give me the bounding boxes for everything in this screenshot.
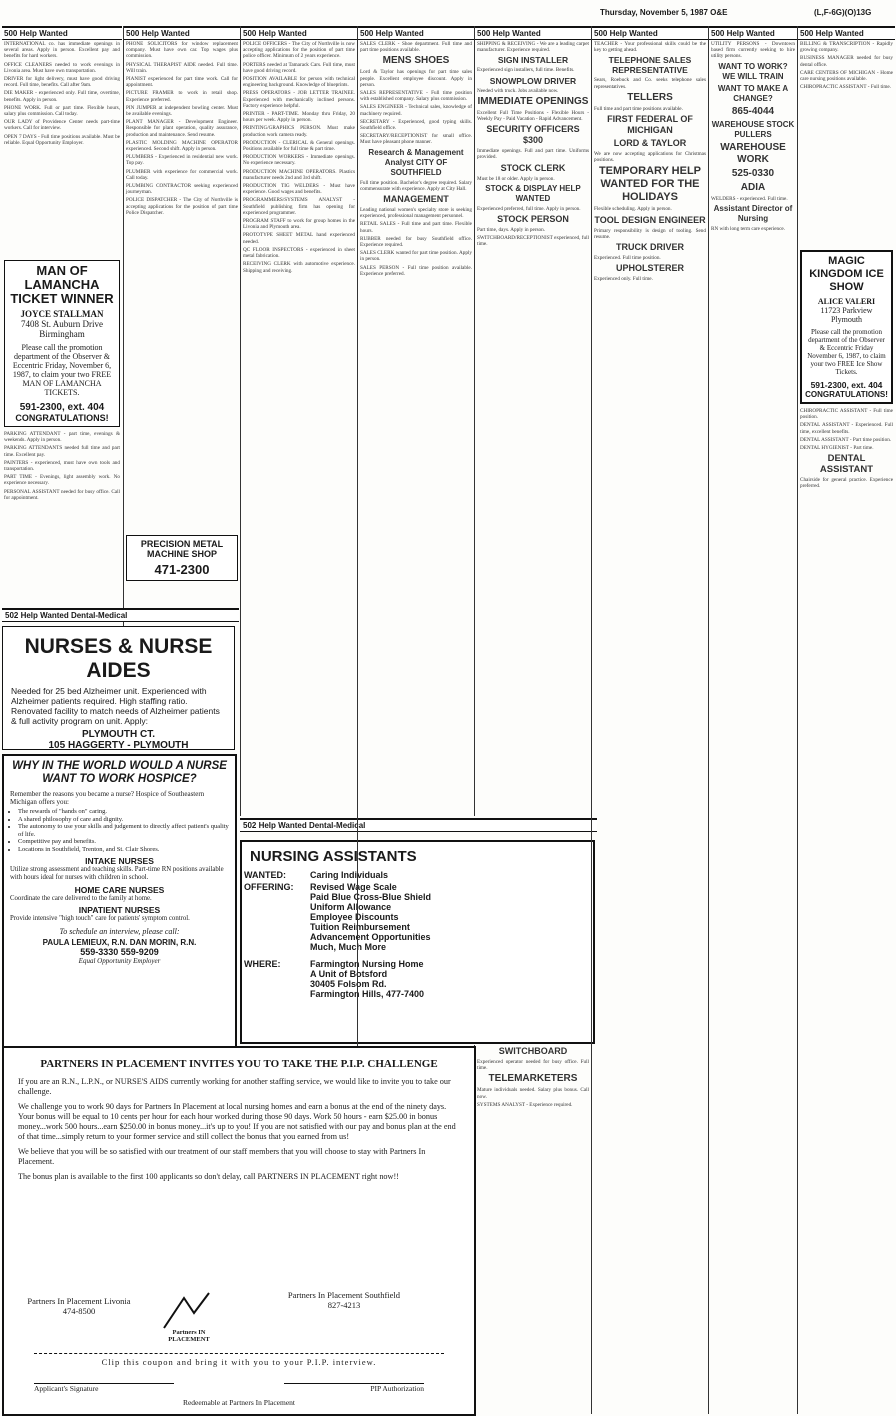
- na-where-item: Farmington Hills, 477-7400: [310, 989, 425, 999]
- column-8: [797, 26, 895, 1414]
- want-work-head: WANT TO WORK? WE WILL TRAIN: [718, 61, 788, 81]
- magic-address: 11723 Parkview Plymouth: [820, 306, 873, 324]
- column-1: [2, 26, 122, 631]
- section-head: 500 Help Wanted: [2, 26, 122, 40]
- pip-coupon-ad: [2, 1046, 476, 1416]
- nurses-address: 105 HAGGERTY - PLYMOUTH: [48, 740, 189, 750]
- dental-assistant-head: DENTAL ASSISTANT: [819, 453, 874, 476]
- lamancha-congrats: CONGRATULATIONS!: [15, 413, 109, 423]
- na-where-item: Farmington Nursing Home: [310, 959, 424, 969]
- stock-person-head: STOCK PERSON: [497, 214, 569, 225]
- hospice-bullet: • A shared philosophy of care and dignity.: [18, 816, 229, 824]
- want-change-head: WANT TO MAKE A CHANGE?: [717, 83, 789, 103]
- magic-congrats: CONGRATULATIONS!: [805, 390, 888, 399]
- page-code: (L,F-6G)(O)13G: [814, 8, 872, 17]
- dental-medical-head: 502 Help Wanted Dental-Medical: [240, 818, 597, 832]
- precision-title: PRECISION METAL MACHINE SHOP: [140, 539, 224, 559]
- classified-text: SHIPPING & RECEIVING - We are a leading carpet manufacturer. Experience required. SIGN INSTALLER Experienced sign installers, full time. Benefits. SNOWPLOW DRIVER Needed with truck. Jobs available now. IMMEDIATE OPENINGS Excellent Full Time Positions - Flexible Hours - Weekly Pay - Paid Vacation - Rapid Advancement. SECURITY OFFICERS $300 Immediate openings. Full and part time. Uniforms provided. STOCK CLERK Must be 18 or older. Apply in person. STOCK & DISPLAY HELP WANTED Experienced preferred, full time. Apply in person. STOCK PERSON Part time, days. Apply in person. SWITCHBOARD/RECEPTIONIST experienced, full time.: [477, 41, 589, 248]
- truck-driver-head: TRUCK DRIVER: [615, 242, 684, 253]
- hospice-cta: To schedule an interview, please call:: [59, 927, 180, 937]
- hospice-contacts: PAULA LEMIEUX, R.N. DAN MORIN, R.N.: [42, 938, 197, 948]
- phone-865: 865-4044: [731, 105, 775, 117]
- section-head: 500 Help Wanted: [709, 26, 797, 40]
- upholsterer-head: UPHOLSTERER: [615, 263, 684, 274]
- section-head: 500 Help Wanted: [592, 26, 708, 40]
- hospice-inpatient-head: INPATIENT NURSES: [78, 905, 161, 916]
- classified-text: SALES CLERK - Shoe department. Full time and part time positions available. MENS SHOES Lord & Taylor has openings for part time sales people. Excellent employee discount. Apply in person. SALES REPRESENTATIVE - Full time position with established company. Salary plus commission. SALES ENGINEER - Technical sales, knowledge of machinery required. SECRETARY - Experienced, good typing skills. Southfield office. SECRETARY/RECEPTIONIST for small office. Must have pleasant phone manner. Research & Management Analyst CITY OF SOUTHFIELD Full time position. Bachelor's degree required. Salary commensurate with experience. Apply at City Hall. MANAGEMENT Leading national women's specialty store is seeking experienced, professional management personnel. RETAIL SALES - Full time and part time. Flexible hours. RUBBER needed for busy Southfield office. Experience required. SALES CLERK wanted for part time position. Apply in person. SALES PERSON - Full time position available. Experience preferred.: [360, 41, 472, 277]
- pip-redeem: Redeemable at Partners In Placement: [182, 1398, 296, 1407]
- classified-text: SWITCHBOARD Experienced operator needed for busy office. Full time. TELEMARKETERS Mature individuals needed. Salary plus bonus. Call now. SYSTEMS ANALYST - Experience required.: [477, 1046, 589, 1108]
- stock-pullers-head: WAREHOUSE STOCK PULLERS: [711, 119, 795, 139]
- magic-kingdom-ad: [800, 250, 893, 404]
- column-7: [708, 26, 797, 1414]
- hospice-phones: 559-3330 559-9209: [80, 947, 159, 958]
- hospice-bullet: • The autonomy to use your skills and judgement to directly affect patient's quality of life.: [18, 823, 229, 838]
- pip-authorization[interactable]: PIP Authorization: [284, 1383, 424, 1393]
- na-offering-label: OFFERING:: [244, 882, 294, 892]
- page-date: Thursday, November 5, 1987 O&E: [600, 8, 728, 17]
- magic-title: MAGIC KINGDOM ICE SHOW: [809, 255, 884, 293]
- hospice-intro: Remember the reasons you became a nurse? Hospice of Southeastern Michigan offers you:: [10, 790, 205, 806]
- magic-winner: ALICE VALERI: [817, 297, 876, 306]
- classified-text: POLICE OFFICERS - The City of Northville is now accepting applications for the position of part time police officer. Minimum of 2 years experience. PORTERS needed at Tamarack Cars. Full time, must have good driving record. POSITION AVAILABLE for person with technical engineering background. Knowledge of blueprints. PRESS OPERATORS - JOB LETTER TRAINEE. Experienced with mechanically inclined persons. Factory experience helpful. PRINTER - PART-TIME. Monday thru Friday, 20 hours per week. Apply in person. PRINTING/GRAPHICS PERSON. Must make production work camera ready. PRODUCTION - CLERICAL & General openings. Positions available for full time & part time. PRODUCTION WORKERS - Immediate openings. No experience necessary. PRODUCTION MACHINE OPERATORS. Plastics manufacturer needs 2nd and 3rd shift. PRODUCTION TIG WELDERS - Must have experience. Good wages and benefits. PROGRAMMERS/SYSTEMS ANALYST - Southfield publishing firm has opening for experienced programmer. PROGRAM STAFF to work for group homes in the Livonia and Plymouth area. PROTOTYPE SHEET METAL hand experienced needed. QC FLOOR INSPECTORS - experienced in sheet metal fabrication. RECEIVING CLERK with automotive experience. Shipping and receiving.: [243, 41, 355, 274]
- stock-display-head: STOCK & DISPLAY HELP WANTED: [485, 183, 581, 203]
- pip-clip-line: Clip this coupon and bring it with you to your P.I.P. interview.: [34, 1353, 444, 1367]
- hospice-bullet: • Competitive pay and benefits.: [18, 838, 229, 846]
- pip-office-right: Partners In Placement Southfield 827-4213: [287, 1290, 401, 1310]
- hospice-bullet: • The rewards of "hands on" caring.: [18, 808, 229, 816]
- pip-p2: We challenge you to work 90 days for Partners In Placement at local nursing homes and earn a bonus at the end of the ninety days. Your bonus will be equal to 10 cents per hour for each hour worked during those 90 days. Work 50 hours - earn $25.00 in bonus money...work 500 hours...earn $250.00 in bonus money...it's up to you! If you are not satisfied with our pay and bonus plan at the end of that time...simply return to your former service and still collect the bonus that you earned from us!: [18, 1102, 456, 1141]
- classified-text: INTERNATIONAL co. has immediate openings in several areas. Apply in person. Excellent pay and benefits for hard workers. OFFICE CLEANERS needed to work evenings in Livonia area. Must have own transportation. DRIVER for light delivery, must have good driving record. Full time, benefits. Call after 9am. DIE MAKER - experienced only. Full time, overtime, benefits. Apply in person. PHONE WORK. Full or part time. Flexible hours, salary plus commission. Call today. OUR LADY of Providence Center needs part-time workers. Call for interview. OPEN 7 DAYS - Full time positions available. Must be reliable. Equal Opportunity Employer.: [4, 41, 120, 146]
- pip-p3: We believe that you will be so satisfied with our treatment of our staff members that you will choose to stay with Partners In Placement.: [18, 1147, 426, 1166]
- director-nursing-head: Assistant Director of Nursing: [713, 203, 793, 223]
- hospice-ad: [2, 754, 237, 1048]
- hospice-bullets: [10, 808, 229, 853]
- section-head: 500 Help Wanted: [475, 26, 591, 40]
- hospice-intake-text: Utilize strong assessment and teaching skills. Part-time RN positions available with hours ideal for nurses with children in school.: [10, 866, 224, 881]
- nurses-body: Needed for 25 bed Alzheimer unit. Experienced with Alzheimer patients required. High staffing ratio. Renovated facility to match needs of Alzheimer patients & full activity program on unit. Apply:: [11, 686, 220, 726]
- pip-office-left: Partners In Placement Livonia 474-8500: [27, 1296, 131, 1316]
- hospice-home-text: Coordinate the care delivered to the family at home.: [10, 894, 152, 902]
- research-head: Research & Management Analyst CITY OF SOUTHFIELD: [368, 147, 464, 177]
- column-5: [474, 26, 591, 816]
- na-offering-item: Uniform Allowance: [310, 902, 392, 912]
- pip-applicant-signature[interactable]: Applicant's Signature: [34, 1383, 174, 1393]
- hospice-title: WHY IN THE WORLD WOULD A NURSE WANT TO WORK HOSPICE?: [12, 760, 227, 785]
- hospice-eoe: Equal Opportunity Employer: [78, 957, 161, 966]
- classified-text: BILLING & TRANSCRIPTION - Rapidly growing company. BUSINESS MANAGER needed for busy dental office. CARE CENTERS OF MICHIGAN - Home care nursing positions available. CHIROPRACTIC ASSISTANT - Full time.: [800, 41, 893, 91]
- column-2: [123, 26, 240, 631]
- column-5-lower: [474, 1045, 591, 1415]
- lamancha-winner-ad: [4, 260, 120, 427]
- na-where-label: WHERE:: [244, 959, 281, 969]
- classified-text: CHIROPRACTIC ASSISTANT - Full time position. DENTAL ASSISTANT - Experienced. Full time, excellent benefits. DENTAL ASSISTANT - Part time position. DENTAL HYGIENIST - Part time. DENTAL ASSISTANT Chairside for general practice. Experience preferred.: [800, 408, 893, 490]
- precision-machine-ad: [126, 535, 238, 581]
- column-4: [357, 26, 474, 1071]
- section-head: 500 Help Wanted: [241, 26, 357, 40]
- temporary-head: TEMPORARY HELP WANTED FOR THE HOLIDAYS: [598, 165, 702, 204]
- nurses-aides-ad: [2, 626, 235, 750]
- pip-logo-text: Partners IN PLACEMENT: [168, 1329, 210, 1343]
- na-where-item: A Unit of Botsford: [310, 969, 388, 979]
- pip-p1: If you are an R.N., L.P.N., or NURSE'S AIDS currently working for another staffing service, we would like to invite you to take our challenge.: [18, 1077, 451, 1096]
- lamancha-address: 7408 St. Auburn Drive Birmingham: [21, 319, 103, 339]
- classified-text: PHONE SOLICITORS for window replacement company. Must have own car. Top wages plus commission. PHYSICAL THERAPIST AIDE needed. Full time. Will train. PIANIST experienced for part time work. Call for appointment. PICTURE FRAMER to work in retail shop. Experience preferred. PIN JUMPER at independent bowling center. Must be available evenings. PLANT MANAGER - Development Engineer. Responsible for plant operation, quality assurance, production and maintenance. Send resume. PLASTIC MOLDING MACHINE OPERATOR experienced. Second shift. Apply in person. PLUMBERS - Experienced in residential new work. Top pay. PLUMBER with experience for commercial work. Call today. PLUMBING CONTRACTOR seeking experienced journeyman. POLICE DISPATCHER - The City of Northville is accepting applications for the position of part time Police Dispatcher.: [126, 41, 238, 216]
- security-head: SECURITY OFFICERS $300: [486, 124, 580, 146]
- switchboard-head: SWITCHBOARD: [498, 1046, 568, 1056]
- nurses-facility: PLYMOUTH CT.: [82, 729, 155, 740]
- telephone-sales-head: TELEPHONE SALES REPRESENTATIVE: [608, 55, 692, 76]
- na-title: NURSING ASSISTANTS: [250, 848, 417, 865]
- hospice-inpatient-text: Provide intensive "high touch" care for patients' symptom control.: [10, 915, 190, 923]
- dental-medical-head: 502 Help Wanted Dental-Medical: [2, 608, 239, 622]
- na-where-item: 30405 Folsom Rd.: [310, 979, 387, 989]
- section-head: 500 Help Wanted: [798, 26, 895, 40]
- na-offering-item: Tuition Reimbursement: [310, 922, 410, 932]
- na-offering-item: Revised Wage Scale: [310, 882, 397, 892]
- stock-clerk-head: STOCK CLERK: [500, 162, 566, 173]
- classified-text: UTILITY PERSONS - Downtown based firm currently seeking to hire utility persons. WANT TO WORK? WE WILL TRAIN WANT TO MAKE A CHANGE? 865-4044 WAREHOUSE STOCK PULLERS WAREHOUSE WORK 525-0330 ADIA WELDERS - experienced. Full time. Assistant Director of Nursing RN with long term care experience.: [711, 41, 795, 232]
- na-offering-item: Employee Discounts: [310, 912, 399, 922]
- hospice-home-head: HOME CARE NURSES: [74, 884, 165, 895]
- na-wanted-value: Caring Individuals: [310, 870, 389, 880]
- lord-taylor-head: LORD & TAYLOR: [613, 138, 687, 149]
- section-head: 500 Help Wanted: [124, 26, 240, 40]
- column-6: [591, 26, 708, 1414]
- tellers-head: TELLERS: [627, 91, 673, 103]
- page-header: [0, 0, 896, 22]
- hospice-intake-head: INTAKE NURSES: [85, 856, 154, 866]
- magic-body: Please call the promotion department of the Observer & Eccentric Friday November 6, 1987, to claim your two FREE Ice Show Tickets.: [807, 328, 886, 376]
- sign-installer-head: SIGN INSTALLER: [497, 55, 569, 66]
- lamancha-winner: JOYCE STALLMAN: [20, 309, 104, 319]
- warehouse-phone: 525-0330: [731, 167, 775, 179]
- mens-shoes-head: MENS SHOES: [382, 55, 450, 67]
- pip-logo: [154, 1288, 224, 1343]
- nurses-title: NURSES & NURSE AIDES: [24, 635, 213, 682]
- pip-title: PARTNERS IN PLACEMENT INVITES YOU TO TAKE THE P.I.P. CHALLENGE: [40, 1058, 438, 1070]
- management-head: MANAGEMENT: [383, 194, 449, 205]
- na-offering-item: Paid Blue Cross-Blue Shield: [310, 892, 432, 902]
- telemarketers-head: TELEMARKETERS: [488, 1073, 578, 1085]
- classified-text: PARKING ATTENDANT - part time, evenings & weekends. Apply in person. PARKING ATTENDANTS needed full time and part time. Excellent pay. PAINTERS - experienced, must have own tools and transportation. PART TIME - Evenings, light assembly work. No experience necessary. PERSONAL ASSISTANT needed for busy office. Call for appointment.: [4, 431, 120, 501]
- column-3: [240, 26, 357, 816]
- na-offering-item: Much, Much More: [310, 942, 386, 952]
- magic-phone: 591-2300, ext. 404: [810, 380, 883, 390]
- precision-phone: 471-2300: [154, 562, 210, 577]
- na-wanted-label: WANTED:: [244, 870, 286, 880]
- section-head: 500 Help Wanted: [358, 26, 474, 40]
- snowplow-head: SNOWPLOW DRIVER: [489, 75, 577, 86]
- classified-text: TEACHER - Your professional skills could be the key to getting ahead. TELEPHONE SALES REPRESENTATIVE Sears, Roebuck and Co. seeks telephone sales representatives. TELLERS Full time and part time positions available. FIRST FEDERAL OF MICHIGAN LORD & TAYLOR We are now accepting applications for Christmas positions. TEMPORARY HELP WANTED FOR THE HOLIDAYS Flexible scheduling. Apply in person. TOOL DESIGN ENGINEER Primary responsibility is design of tooling. Send resume. TRUCK DRIVER Experienced. Full time position. UPHOLSTERER Experienced only. Full time.: [594, 41, 706, 283]
- hospice-bullet: • Locations in Southfield, Trenton, and St. Clair Shores.: [18, 846, 229, 854]
- lamancha-title: MAN OF LAMANCHA TICKET WINNER: [10, 263, 114, 306]
- adia-head: ADIA: [740, 181, 766, 193]
- na-offering-item: Advancement Opportunities: [310, 932, 431, 942]
- lamancha-phone: 591-2300, ext. 404: [19, 402, 105, 413]
- tool-design-head: TOOL DESIGN ENGINEER: [594, 214, 706, 225]
- immediate-head: IMMEDIATE OPENINGS: [477, 95, 589, 107]
- lamancha-body: Please call the promotion department of the Observer & Eccentric Friday, November 6, 1987, to claim your two FREE MAN OF LAMANCHA TICKETS.: [12, 343, 112, 397]
- pip-p4: The bonus plan is available to the first 100 applicants so don't delay, call PARTNERS IN PLACEMENT right now!!: [18, 1172, 399, 1181]
- warehouse-work-head: WAREHOUSE WORK: [720, 141, 786, 165]
- pip-body: [4, 1077, 474, 1182]
- first-federal-head: FIRST FEDERAL OF MICHIGAN: [607, 114, 693, 136]
